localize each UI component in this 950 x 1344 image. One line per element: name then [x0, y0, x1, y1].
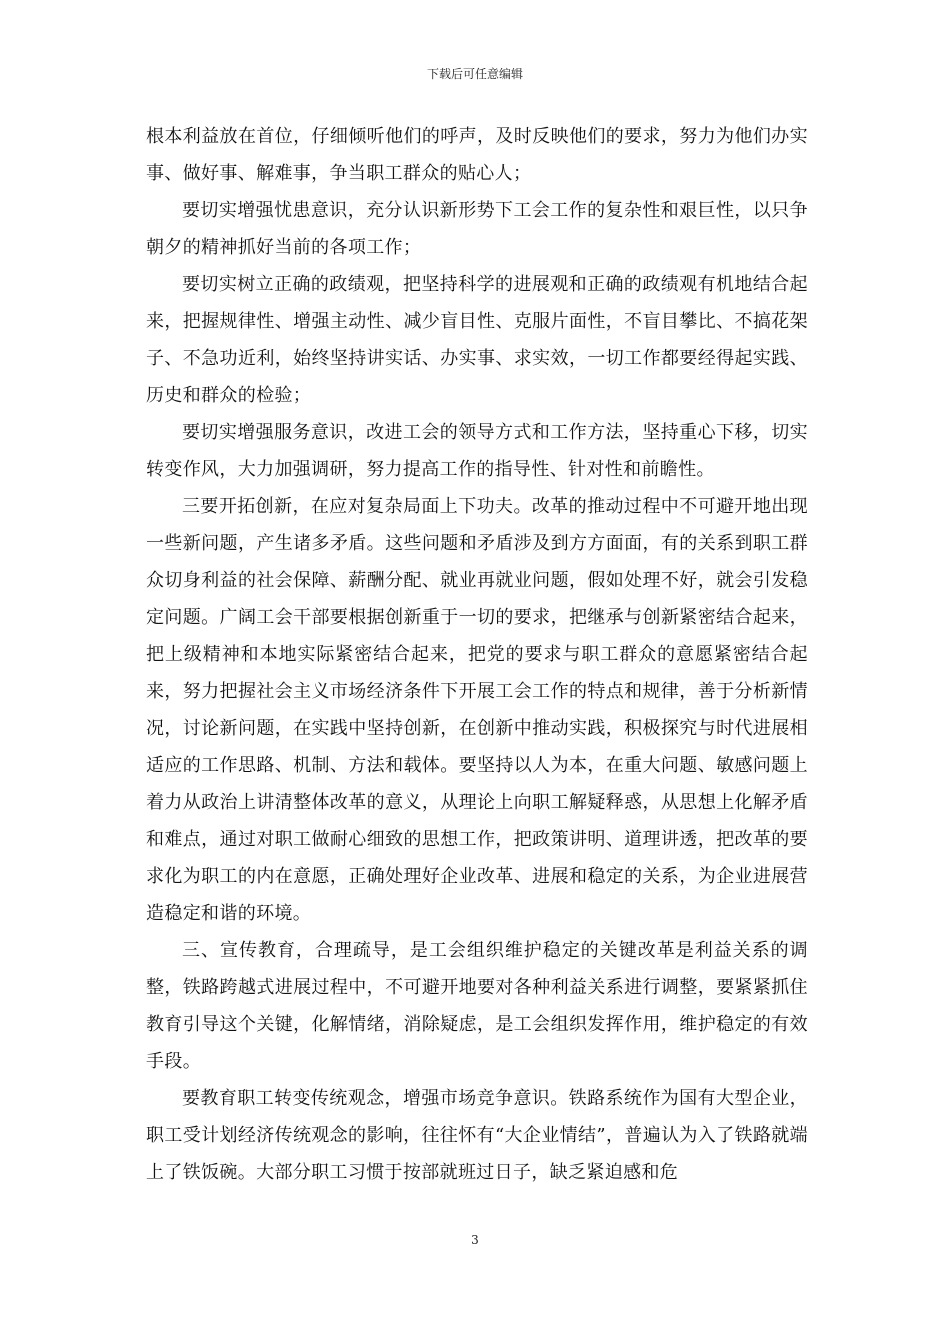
- paragraph-continued: 根本利益放在首位，仔细倾听他们的呼声，及时反映他们的要求，努力为他们办实事、做好事、解难事，争当职工群众的贴心人；: [146, 126, 808, 184]
- page-number: 3: [471, 1233, 479, 1247]
- paragraph-worry-awareness: 要切实增强忧患意识，充分认识新形势下工会工作的复杂性和艰巨性，以只争朝夕的精神抓好当前的各项工作；: [146, 200, 808, 258]
- paragraph-service-awareness: 要切实增强服务意识，改进工会的领导方式和工作方法，坚持重心下移，切实转变作风，大力加强调研，努力提高工作的指导性、针对性和前瞻性。: [146, 422, 808, 480]
- paragraph-performance-view: 要切实树立正确的政绩观，把坚持科学的进展观和正确的政绩观有机地结合起来，把握规律性、增强主动性、减少盲目性、克服片面性，不盲目攀比、不搞花架子、不急功近利，始终坚持讲实话、办实事、求实效，一切工作都要经得起实践、历史和群众的检验；: [146, 274, 808, 406]
- page-header: 下载后可任意编辑: [426, 67, 523, 81]
- paragraph-change-concepts: 要教育职工转变传统观念，增强市场竞争意识。铁路系统作为国有大型企业，职工受计划经济传统观念的影响，往往怀有“大企业情结”，普遍认为入了铁路就端上了铁饭碗。大部分职工习惯于按部就班过日子，缺乏紧迫感和危: [146, 1088, 808, 1183]
- paragraph-publicity-education: 三、宣传教育，合理疏导，是工会组织维护稳定的关键改革是利益关系的调整，铁路跨越式进展过程中，不可避开地要对各种利益关系进行调整，要紧紧抓住教育引导这个关键，化解情绪，消除疑虑，是工会组织发挥作用，维护稳定的有效手段。: [146, 940, 808, 1072]
- paragraph-innovation: 三要开拓创新，在应对复杂局面上下功夫。改革的推动过程中不可避开地出现一些新问题，产生诸多矛盾。这些问题和矛盾涉及到方方面面，有的关系到职工群众切身利益的社会保障、薪酬分配、就业再就业问题，假如处理不好，就会引发稳定问题。广阔工会干部要根据创新重于一切的要求，把继承与创新紧密结合起来，把上级精神和本地实际紧密结合起来，把党的要求与职工群众的意愿紧密结合起来，努力把握社会主义市场经济条件下开展工会工作的特点和规律，善于分析新情况，讨论新问题，在实践中坚持创新，在创新中推动实践，积极探究与时代进展相适应的工作思路、机制、方法和载体。要坚持以人为本，在重大问题、敏感问题上着力从政治上讲清整体改革的意义，从理论上向职工解疑释惑，从思想上化解矛盾和难点，通过对职工做耐心细致的思想工作，把政策讲明、道理讲透，把改革的要求化为职工的内在意愿，正确处理好企业改革、进展和稳定的关系，为企业进展营造稳定和谐的环境。: [146, 496, 808, 924]
- document-body: [146, 118, 808, 1191]
